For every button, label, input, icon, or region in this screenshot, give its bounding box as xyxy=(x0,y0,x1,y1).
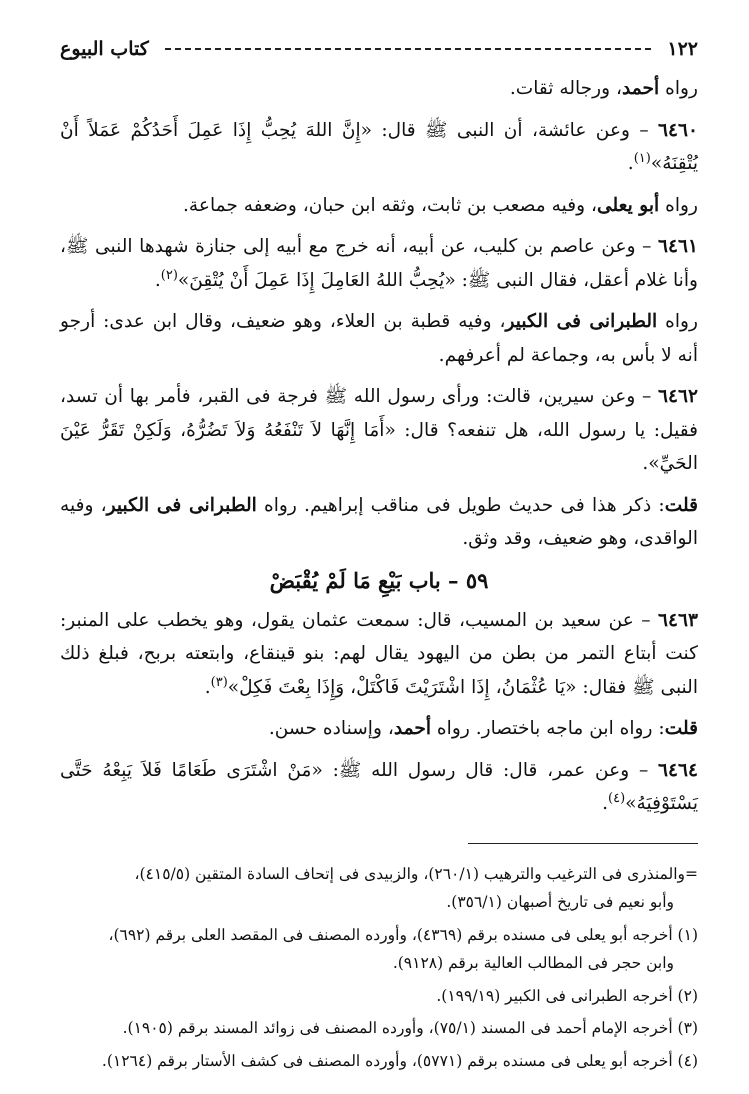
text-span: . xyxy=(154,269,161,291)
main-text xyxy=(60,72,698,821)
hadith-6460 xyxy=(60,114,698,181)
editor-note xyxy=(60,489,698,556)
footnote-divider xyxy=(468,843,698,844)
footnote-1 xyxy=(60,921,698,978)
hadith-number: ٦٤٦٠ xyxy=(658,119,698,141)
narration-note xyxy=(60,305,698,372)
book-title: كتاب البيوع xyxy=(60,38,149,60)
footnote-ref: (١) xyxy=(633,150,651,166)
hadith-number: ٦٤٦٣ xyxy=(658,609,698,631)
text-span: رواه xyxy=(657,311,698,332)
text-span: ، وفيه مصعب بن ثابت، وثقه ابن حبان، وضعفه جماعة. xyxy=(182,194,597,216)
hadith-6462 xyxy=(60,380,698,481)
text-span: : ذكر هذا فى حديث طويل فى مناقب إبراهيم. رواه xyxy=(256,494,665,516)
text-span: رواه xyxy=(659,78,698,99)
page-number: ١٢٢ xyxy=(667,38,698,60)
text-span: ، وإسناده حسن. xyxy=(268,718,394,739)
footnote-text: (٣) أخرجه الإمام أحمد فى المسند (٧٥/١)، وأورده المصنف فى زوائد المسند برقم (١٩٠٥). xyxy=(122,1019,698,1037)
footnote-text: =والمنذرى فى الترغيب والترهيب (٢٦٠/١)، والزبيدى فى إتحاف السادة المتقين (٤١٥/٥)، xyxy=(134,864,698,883)
text-span: . xyxy=(627,153,634,174)
footnotes xyxy=(60,860,698,1076)
footnote-text: وابن حجر فى المطالب العالية برقم (٩١٢٨). xyxy=(392,954,674,972)
narrator-name: الطبرانى فى الكبير xyxy=(106,494,257,516)
footnote-text: (٢) أخرجه الطبرانى فى الكبير (١٩٩/١٩). xyxy=(436,986,698,1005)
header-dashed-rule xyxy=(165,48,652,50)
text-span: : رواه ابن ماجه باختصار. رواه xyxy=(431,718,665,739)
footnote-text: وأبو نعيم فى تاريخ أصبهان (٣٥٦/١). xyxy=(446,893,674,911)
footnote-3 xyxy=(60,1014,698,1043)
hadith-text: – وعن سيرين، قالت: ورأى رسول الله ﷺ فرجة فى القبر، فأمر بها أن تسد، فقيل: يا رسول الله، هل تنفعه؟ قال: «أَمَا إِنَّهَا لاَ تَنْفَعُهُ وَلاَ تَضُرُّهُ، وَلَكِنْ تَقَرُّ عَيْنَ الحَيِّ». xyxy=(60,386,698,474)
book-page xyxy=(60,34,698,1079)
hadith-6461 xyxy=(60,230,698,297)
narrator-name: أحمد xyxy=(393,718,432,739)
hadith-number: ٦٤٦١ xyxy=(658,236,698,257)
page-header xyxy=(60,34,698,64)
chapter-heading: ٥٩ – باب بَيْعِ مَا لَمْ يُقْبَضْ xyxy=(269,567,489,593)
hadith-text: – وعن عائشة، أن النبى ﷺ قال: «إِنَّ اللهَ يُحِبُّ إِذَا عَمِلَ أَحَدُكُمْ عَمَلاً أَنْ يُتْقِنَهُ» xyxy=(60,119,698,174)
narration-note xyxy=(60,72,698,106)
narrator-name: أبو يعلى xyxy=(597,194,660,216)
text-span: ، ورجاله ثقات. xyxy=(509,78,623,99)
note-label: قلت xyxy=(664,718,698,739)
footnote-ref: (٤) xyxy=(608,790,626,806)
hadith-text: – وعن عاصم بن كليب، عن أبيه، أنه خرج مع أبيه إلى جنازة شهدها النبى ﷺ، وأنا غلام أعقل، فقال النبى ﷺ: «يُحِبُّ اللهُ العَامِلَ إِذَا عَمِلَ أَنْ يُتْقِنَ» xyxy=(60,236,698,291)
hadith-number: ٦٤٦٤ xyxy=(658,759,698,781)
text-span: . xyxy=(204,676,211,698)
hadith-number: ٦٤٦٢ xyxy=(658,386,698,407)
narration-note xyxy=(60,189,698,223)
hadith-text: – وعن عمر، قال: قال رسول الله ﷺ: «مَنْ اشْتَرَى طَعَامًا فَلاَ يَبِعْهُ حَتَّى يَسْتَوْفِيَهُ» xyxy=(60,759,698,814)
note-label: قلت xyxy=(664,494,699,516)
hadith-text: – عن سعيد بن المسيب، قال: سمعت عثمان يقول، وهو يخطب على المنبر: كنت أبتاع التمر من بطن من اليهود يقال لهم: بنو قينقاع، وابتعته بربح، فبلغ ذلك النبى ﷺ فقال: «يَا عُثْمَانُ، إِذَا اشْتَرَيْتَ فَاكْتَلْ، وَإِذَا بِعْتَ فَكِلْ» xyxy=(60,609,698,698)
narrator-name: الطبرانى فى الكبير xyxy=(505,311,658,332)
footnote-2 xyxy=(60,982,698,1011)
text-span: رواه xyxy=(659,194,698,216)
text-span: ، وفيه قطبة بن العلاء، وهو ضعيف، وقال ابن عدى: أرجو أنه لا بأس به، وجماعة لم أعرفهم. xyxy=(60,311,698,366)
footnote-ref: (٢) xyxy=(160,267,178,283)
narrator-name: أحمد xyxy=(622,78,660,99)
text-span: ، وفيه الواقدى، وهو ضعيف، وقد وثق. xyxy=(60,494,698,549)
hadith-6463 xyxy=(60,604,698,705)
footnote-continuation xyxy=(60,860,698,917)
text-span: . xyxy=(602,793,609,814)
footnote-text: (٤) أخرجه أبو يعلى فى مسنده برقم (٥٧٧١)، وأورده المصنف فى كشف الأستار برقم (١٢٦٤). xyxy=(101,1051,698,1070)
footnote-text: (١) أخرجه أبو يعلى فى مسنده برقم (٤٣٦٩)، وأورده المصنف فى المقصد العلى برقم (٦٩٢)، xyxy=(108,925,698,944)
footnote-4 xyxy=(60,1047,698,1076)
editor-note xyxy=(60,712,698,746)
footnote-ref: (٣) xyxy=(210,674,228,690)
hadith-6464 xyxy=(60,754,698,821)
